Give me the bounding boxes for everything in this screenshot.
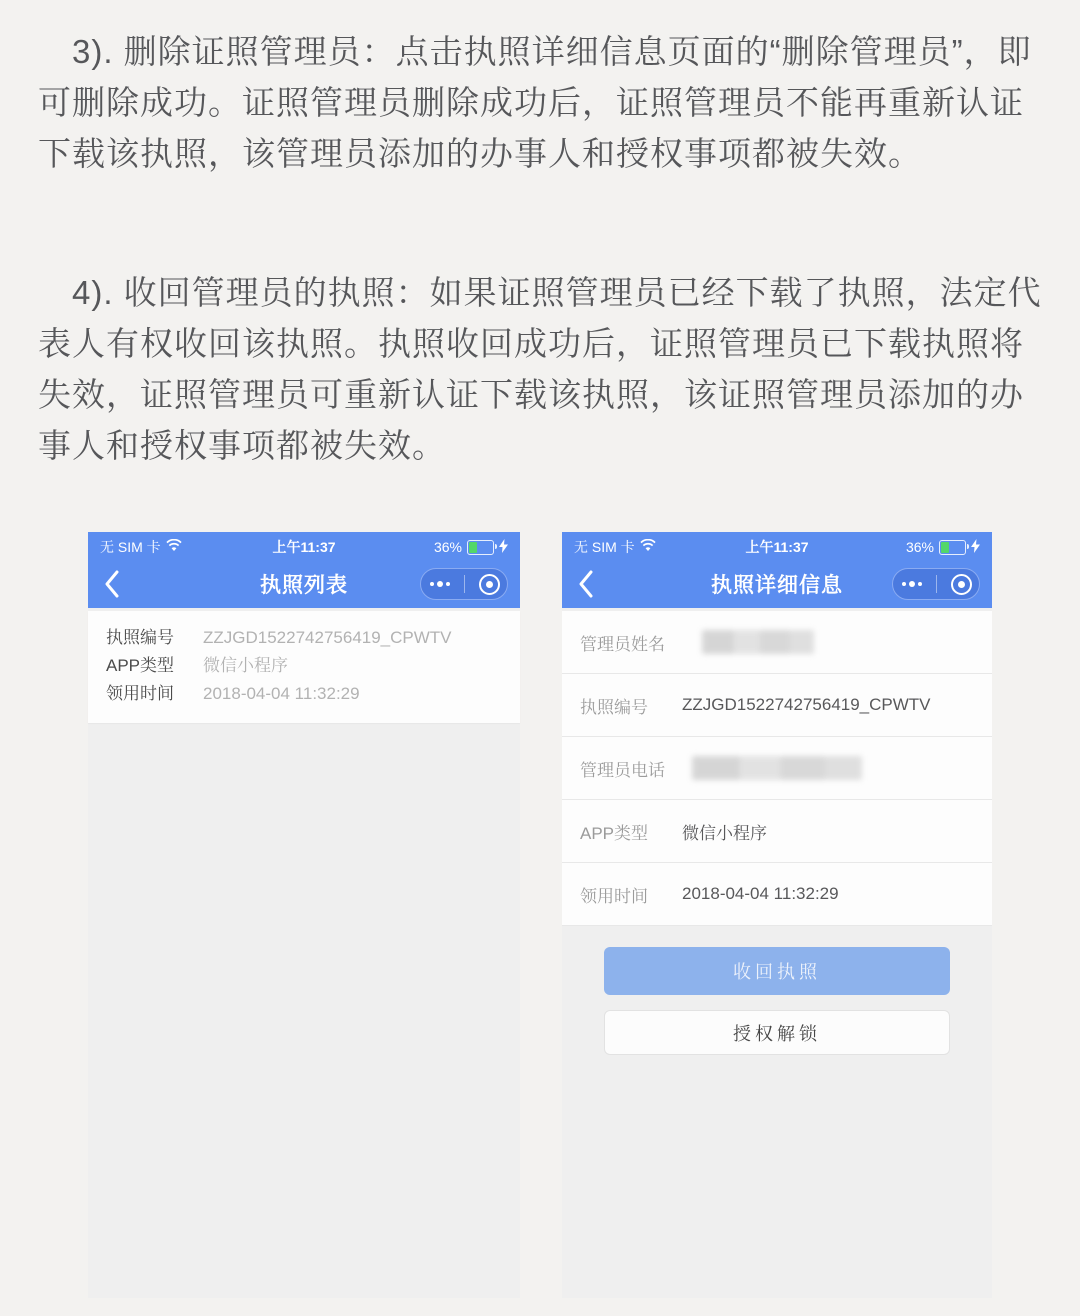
- list-row: [88, 652, 520, 680]
- more-icon[interactable]: [900, 581, 922, 587]
- status-bar: [88, 532, 520, 560]
- row-label: 领用时间: [106, 684, 174, 703]
- row-value: 微信小程序: [203, 656, 288, 675]
- clock-label: 上午11:37: [272, 539, 336, 555]
- detail-row-license-no: [562, 674, 992, 737]
- instruction-paragraph-3: 3). 删除证照管理员：点击执照详细信息页面的“删除管理员”，即可删除成功。证照管理员删除成功后，证照管理员不能再重新认证下载该执照，该管理员添加的办事人和授权事项都被失效。: [38, 33, 1032, 172]
- screenshot-license-list: [88, 532, 520, 1298]
- battery-icon: [939, 540, 966, 555]
- nav-bar: [88, 560, 520, 608]
- row-value: 2018-04-04 11:32:29: [203, 684, 360, 703]
- redacted-value: [702, 630, 814, 654]
- detail-row-claim-time: [562, 863, 992, 926]
- field-label: 执照编号: [580, 697, 648, 717]
- charging-bolt-icon: [971, 539, 980, 556]
- field-label: APP类型: [580, 823, 649, 843]
- carrier-label: 无 SIM 卡: [100, 539, 161, 555]
- field-value: 微信小程序: [682, 823, 767, 843]
- button-area: [562, 926, 992, 1055]
- detail-row-admin-name: [562, 611, 992, 674]
- status-bar-left: [100, 537, 272, 557]
- nav-bar: [562, 560, 992, 608]
- recall-license-button[interactable]: 收回执照: [604, 947, 950, 995]
- exit-icon[interactable]: [951, 574, 972, 595]
- charging-bolt-icon: [499, 539, 508, 556]
- list-row: [88, 624, 520, 652]
- field-label: 领用时间: [580, 886, 648, 906]
- miniprogram-capsule: [420, 568, 508, 600]
- status-bar-right: [336, 539, 508, 556]
- page-title: 执照详细信息: [711, 574, 843, 597]
- status-bar-right: [809, 539, 980, 556]
- list-row: [88, 680, 520, 708]
- carrier-label: 无 SIM 卡: [574, 539, 635, 555]
- authorize-unlock-button[interactable]: 授权解锁: [604, 1010, 950, 1055]
- capsule-divider: [936, 575, 937, 593]
- detail-row-app-type: [562, 800, 992, 863]
- detail-form: [562, 611, 992, 926]
- screenshot-license-detail: [562, 532, 992, 1298]
- more-icon[interactable]: [428, 581, 450, 587]
- status-bar-left: [574, 537, 745, 557]
- capsule-divider: [464, 575, 465, 593]
- row-value: ZZJGD1522742756419_CPWTV: [203, 628, 452, 647]
- field-value: ZZJGD1522742756419_CPWTV: [682, 695, 931, 714]
- instruction-paragraph-4: 4). 收回管理员的执照：如果证照管理员已经下载了执照，法定代表人有权收回该执照。执照收回成功后，证照管理员已下载执照将失效，证照管理员可重新认证下载该执照，该证照管理员添加的办事人和授权事项都被失效。: [38, 274, 1042, 464]
- miniprogram-capsule: [892, 568, 980, 600]
- redacted-value: [692, 756, 862, 780]
- field-value: 2018-04-04 11:32:29: [682, 884, 839, 903]
- detail-row-admin-phone: [562, 737, 992, 800]
- wifi-icon: [166, 539, 182, 555]
- exit-icon[interactable]: [479, 574, 500, 595]
- battery-percent-label: 36%: [433, 539, 463, 555]
- license-list-item[interactable]: [88, 611, 520, 723]
- row-label: 执照编号: [106, 628, 174, 647]
- row-label: APP类型: [106, 656, 175, 675]
- status-bar: [562, 532, 992, 560]
- battery-icon: [467, 540, 494, 555]
- wifi-icon: [640, 539, 656, 555]
- field-label: 管理员姓名: [580, 634, 665, 654]
- clock-label: 上午11:37: [745, 539, 809, 555]
- field-label: 管理员电话: [580, 760, 665, 780]
- battery-percent-label: 36%: [905, 539, 935, 555]
- page-title: 执照列表: [260, 574, 348, 597]
